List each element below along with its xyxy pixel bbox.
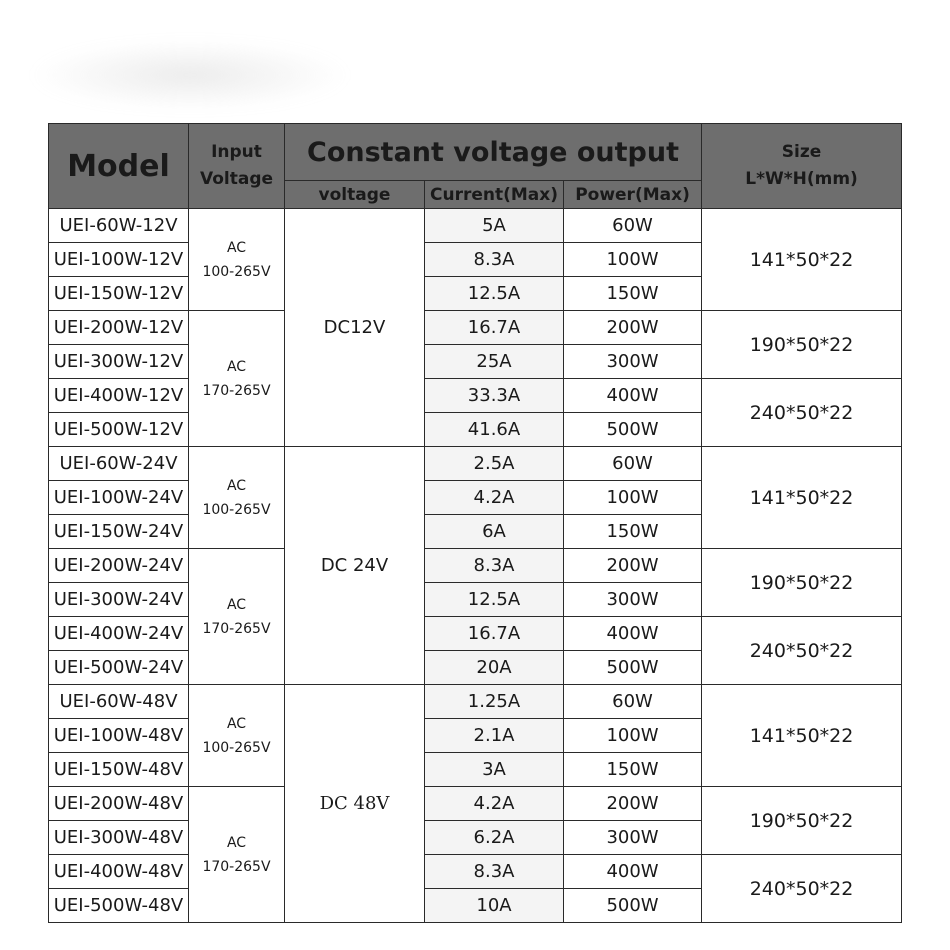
input-ac-label: AC <box>226 477 247 494</box>
input-range-label: 100-265V <box>202 739 271 756</box>
current-cell: 1.25A <box>425 685 564 719</box>
table-row <box>49 685 902 719</box>
power-cell: 150W <box>564 277 702 311</box>
current-cell: 10A <box>425 889 564 923</box>
current-cell: 20A <box>425 651 564 685</box>
power-cell: 400W <box>564 379 702 413</box>
model-cell: UEI-100W-48V <box>49 719 189 753</box>
size-cell: 240*50*22 <box>702 379 902 447</box>
current-cell: 6A <box>425 515 564 549</box>
current-cell: 8.3A <box>425 549 564 583</box>
size-cell: 141*50*22 <box>702 685 902 787</box>
current-cell: 4.2A <box>425 787 564 821</box>
header-input-voltage <box>189 124 285 209</box>
power-cell: 400W <box>564 617 702 651</box>
header-voltage: voltage <box>285 181 425 209</box>
current-cell: 33.3A <box>425 379 564 413</box>
power-cell: 60W <box>564 447 702 481</box>
header-input-line2: Voltage <box>199 169 274 189</box>
power-cell: 500W <box>564 651 702 685</box>
header-current: Current(Max) <box>425 181 564 209</box>
power-cell: 200W <box>564 787 702 821</box>
current-cell: 25A <box>425 345 564 379</box>
power-cell: 500W <box>564 889 702 923</box>
header-input-line1: Input <box>211 142 262 162</box>
power-cell: 200W <box>564 549 702 583</box>
model-cell: UEI-300W-24V <box>49 583 189 617</box>
current-cell: 6.2A <box>425 821 564 855</box>
current-cell: 8.3A <box>425 243 564 277</box>
size-cell: 190*50*22 <box>702 549 902 617</box>
input-voltage-cell <box>189 787 285 923</box>
power-cell: 100W <box>564 243 702 277</box>
spec-table <box>48 123 902 923</box>
current-cell: 5A <box>425 209 564 243</box>
power-cell: 100W <box>564 481 702 515</box>
input-range-label: 100-265V <box>202 501 271 518</box>
model-cell: UEI-60W-24V <box>49 447 189 481</box>
current-cell: 16.7A <box>425 617 564 651</box>
output-voltage-cell: DC 48V <box>285 685 425 923</box>
header-power: Power(Max) <box>564 181 702 209</box>
input-voltage-cell <box>189 311 285 447</box>
input-voltage-cell <box>189 685 285 787</box>
current-cell: 16.7A <box>425 311 564 345</box>
model-cell: UEI-400W-12V <box>49 379 189 413</box>
header-size-line1: Size <box>781 142 822 162</box>
table-row <box>49 209 902 243</box>
output-voltage-cell: DC12V <box>285 209 425 447</box>
header-constant-voltage-output: Constant voltage output <box>285 124 702 181</box>
model-cell: UEI-300W-48V <box>49 821 189 855</box>
model-cell: UEI-300W-12V <box>49 345 189 379</box>
table-row <box>49 379 902 413</box>
input-ac-label: AC <box>226 239 247 256</box>
model-cell: UEI-500W-24V <box>49 651 189 685</box>
input-range-label: 170-265V <box>202 382 271 399</box>
size-cell: 141*50*22 <box>702 209 902 311</box>
model-cell: UEI-100W-24V <box>49 481 189 515</box>
table-row <box>49 447 902 481</box>
model-cell: UEI-150W-24V <box>49 515 189 549</box>
blurred-logo <box>30 40 350 110</box>
power-cell: 100W <box>564 719 702 753</box>
input-ac-label: AC <box>226 596 247 613</box>
model-cell: UEI-100W-12V <box>49 243 189 277</box>
model-cell: UEI-500W-48V <box>49 889 189 923</box>
table-row <box>49 311 902 345</box>
output-voltage-cell: DC 24V <box>285 447 425 685</box>
current-cell: 2.1A <box>425 719 564 753</box>
power-cell: 60W <box>564 685 702 719</box>
header-size-line2: L*W*H(mm) <box>745 169 858 189</box>
model-cell: UEI-400W-48V <box>49 855 189 889</box>
current-cell: 8.3A <box>425 855 564 889</box>
power-cell: 60W <box>564 209 702 243</box>
table-row <box>49 617 902 651</box>
power-cell: 400W <box>564 855 702 889</box>
model-cell: UEI-150W-12V <box>49 277 189 311</box>
model-cell: UEI-400W-24V <box>49 617 189 651</box>
table-row <box>49 787 902 821</box>
model-cell: UEI-200W-24V <box>49 549 189 583</box>
input-range-label: 170-265V <box>202 858 271 875</box>
model-cell: UEI-200W-12V <box>49 311 189 345</box>
size-cell: 190*50*22 <box>702 311 902 379</box>
current-cell: 12.5A <box>425 277 564 311</box>
size-cell: 141*50*22 <box>702 447 902 549</box>
current-cell: 41.6A <box>425 413 564 447</box>
model-cell: UEI-60W-48V <box>49 685 189 719</box>
input-voltage-cell <box>189 549 285 685</box>
input-range-label: 170-265V <box>202 620 271 637</box>
power-cell: 300W <box>564 345 702 379</box>
current-cell: 12.5A <box>425 583 564 617</box>
power-cell: 300W <box>564 583 702 617</box>
header-model: Model <box>49 124 189 209</box>
model-cell: UEI-150W-48V <box>49 753 189 787</box>
model-cell: UEI-200W-48V <box>49 787 189 821</box>
size-cell: 190*50*22 <box>702 787 902 855</box>
power-cell: 200W <box>564 311 702 345</box>
current-cell: 2.5A <box>425 447 564 481</box>
power-cell: 150W <box>564 515 702 549</box>
size-cell: 240*50*22 <box>702 617 902 685</box>
current-cell: 4.2A <box>425 481 564 515</box>
input-voltage-cell <box>189 209 285 311</box>
header-size <box>702 124 902 209</box>
current-cell: 3A <box>425 753 564 787</box>
input-ac-label: AC <box>226 358 247 375</box>
table-row <box>49 855 902 889</box>
input-ac-label: AC <box>226 715 247 732</box>
power-cell: 150W <box>564 753 702 787</box>
input-range-label: 100-265V <box>202 263 271 280</box>
table-row <box>49 549 902 583</box>
power-cell: 500W <box>564 413 702 447</box>
power-cell: 300W <box>564 821 702 855</box>
input-ac-label: AC <box>226 834 247 851</box>
model-cell: UEI-500W-12V <box>49 413 189 447</box>
model-cell: UEI-60W-12V <box>49 209 189 243</box>
input-voltage-cell <box>189 447 285 549</box>
size-cell: 240*50*22 <box>702 855 902 923</box>
